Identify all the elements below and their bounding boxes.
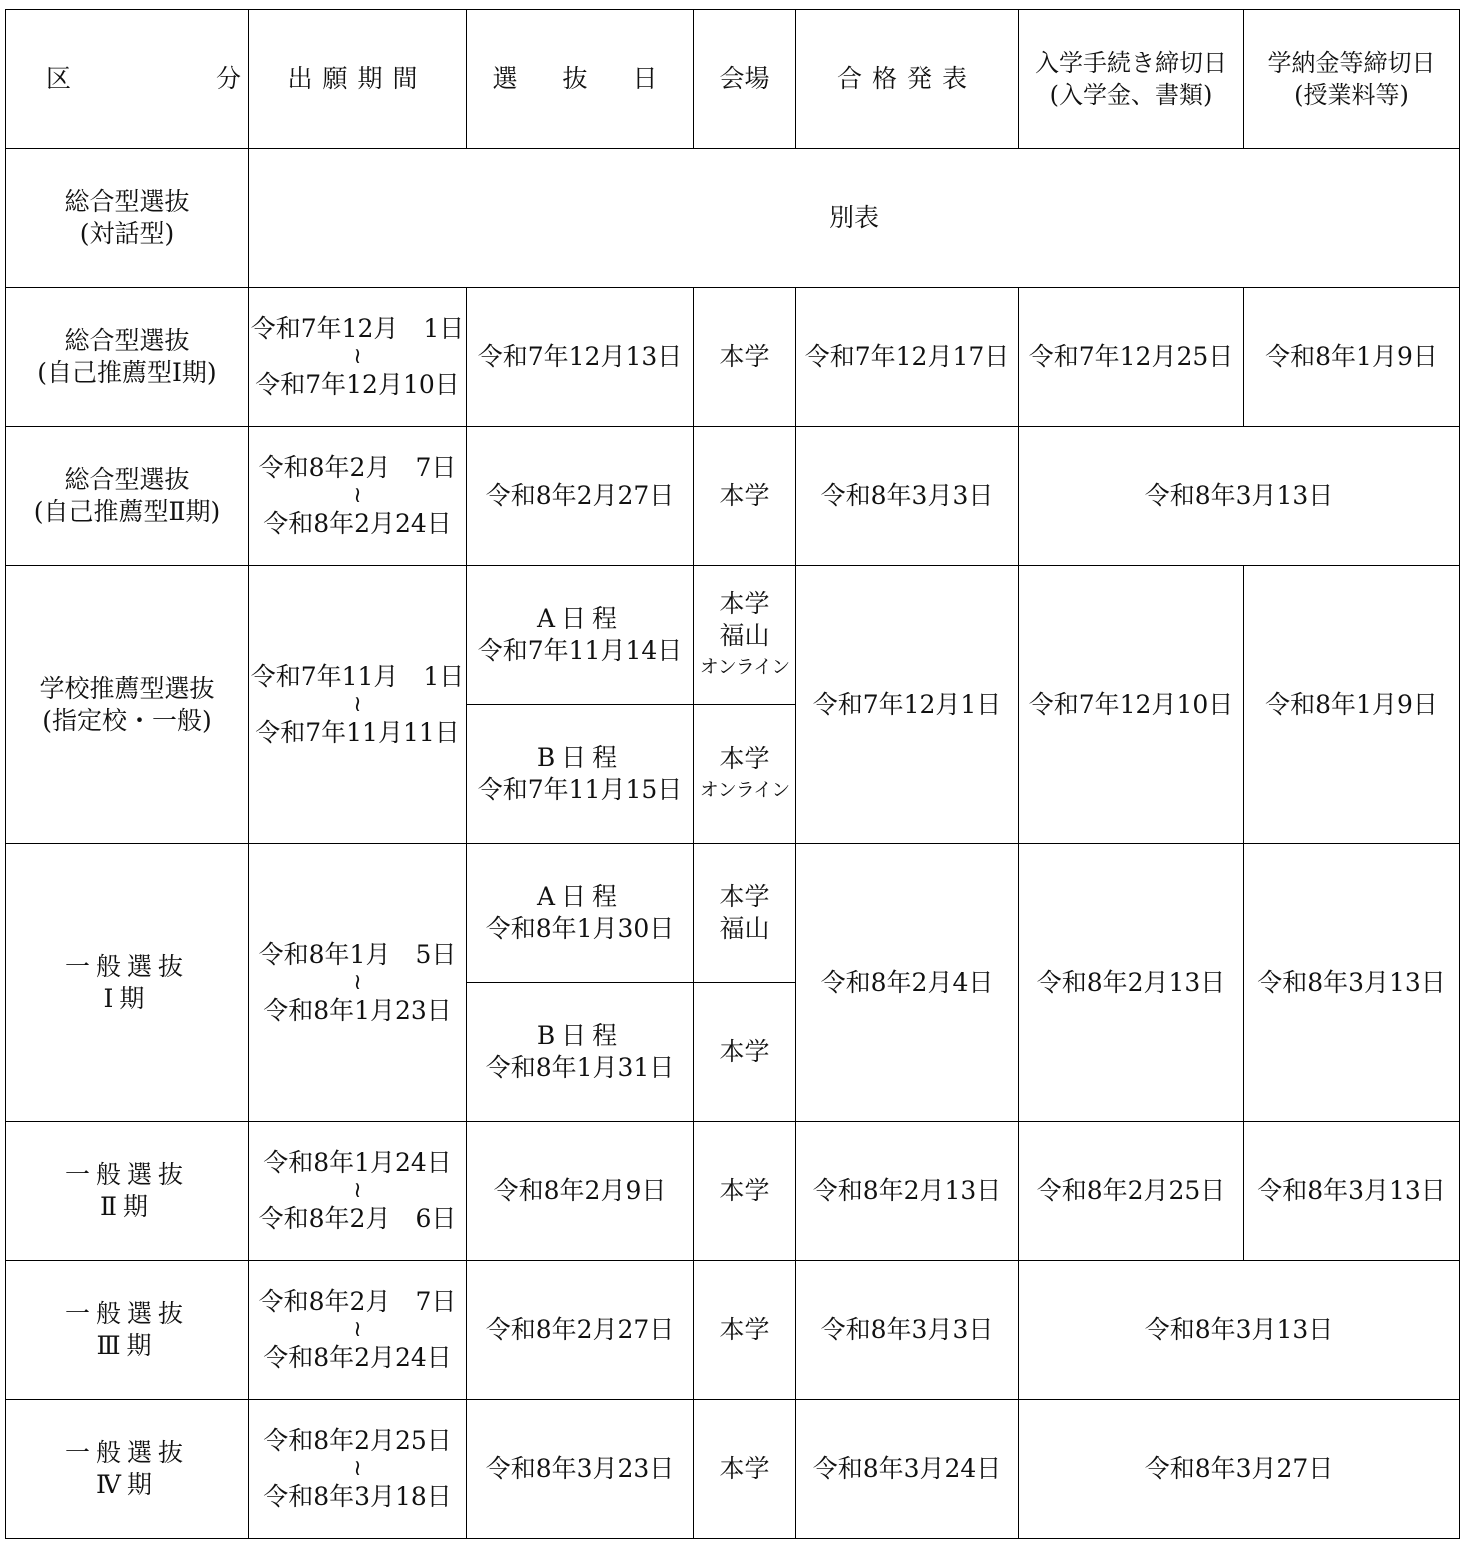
enroll-deadline: 令和8年2月25日 <box>1019 1122 1244 1261</box>
period-end: 令和8年3月18日 <box>263 1482 452 1511</box>
header-enroll-line2: (入学金、書類) <box>1049 81 1213 109</box>
category-line2: (自己推薦型Ⅱ期) <box>33 497 221 526</box>
period-tilde: ≀ <box>353 344 362 369</box>
exam-date-a <box>467 566 694 705</box>
enroll-deadline: 令和7年12月10日 <box>1019 566 1244 844</box>
category-line2: (対話型) <box>79 219 175 248</box>
category-line2: Ⅲ期 <box>96 1331 158 1360</box>
venue-a-line1: 本学 <box>719 589 770 618</box>
schedule-a-date: 令和8年1月30日 <box>485 914 675 943</box>
venue: 本学 <box>694 427 796 566</box>
result-date: 令和8年2月4日 <box>796 844 1019 1122</box>
header-period: 出願期間 <box>249 10 467 149</box>
row-category <box>6 1122 249 1261</box>
schedule-a-label: A日程 <box>536 604 624 633</box>
exam-date: 令和8年3月23日 <box>467 1400 694 1539</box>
category-line1: 一般選抜 <box>64 1299 189 1328</box>
separate-table-note: 別表 <box>249 149 1460 288</box>
table-row <box>6 427 1460 566</box>
enroll-deadline: 令和7年12月25日 <box>1019 288 1244 427</box>
category-line1: 一般選抜 <box>64 951 189 981</box>
table-row <box>6 1261 1460 1400</box>
category-line1: 総合型選抜 <box>64 326 190 355</box>
schedule-b-date: 令和8年1月31日 <box>485 1053 675 1082</box>
category-line1: 総合型選抜 <box>64 187 190 216</box>
application-period <box>249 1400 467 1539</box>
venue-b-line1: 本学 <box>719 1037 770 1066</box>
header-result: 合格発表 <box>796 10 1019 149</box>
venue: 本学 <box>694 1400 796 1539</box>
exam-date: 令和8年2月9日 <box>467 1122 694 1261</box>
table-row <box>6 149 1460 288</box>
category-line2: Ⅰ期 <box>103 983 151 1013</box>
combined-deadline: 令和8年3月27日 <box>1019 1400 1460 1539</box>
venue-b-line1: 本学 <box>719 744 770 773</box>
venue-a-line2: 福山 <box>719 621 770 650</box>
schedule-b-label: B日程 <box>536 743 624 772</box>
result-date: 令和7年12月1日 <box>796 566 1019 844</box>
period-tilde: ≀ <box>353 483 362 508</box>
enroll-deadline: 令和8年2月13日 <box>1019 844 1244 1122</box>
result-date: 令和8年2月13日 <box>796 1122 1019 1261</box>
period-tilde: ≀ <box>353 1178 362 1203</box>
table-row <box>6 288 1460 427</box>
venue-a <box>694 844 796 983</box>
period-start: 令和8年2月25日 <box>263 1426 452 1455</box>
period-start: 令和8年2月 7日 <box>258 1287 457 1316</box>
schedule-table-wrapper <box>5 9 1460 1539</box>
fee-deadline: 令和8年1月9日 <box>1244 288 1460 427</box>
row-category <box>6 149 249 288</box>
fee-deadline: 令和8年3月13日 <box>1244 1122 1460 1261</box>
row-category <box>6 427 249 566</box>
admission-schedule-table <box>5 9 1460 1539</box>
application-period <box>249 566 467 844</box>
application-period <box>249 288 467 427</box>
header-exam-date: 選 抜 日 <box>467 10 694 149</box>
result-date: 令和7年12月17日 <box>796 288 1019 427</box>
exam-date: 令和7年12月13日 <box>467 288 694 427</box>
row-category <box>6 1261 249 1400</box>
venue: 本学 <box>694 1122 796 1261</box>
exam-date: 令和8年2月27日 <box>467 427 694 566</box>
period-end: 令和8年2月24日 <box>263 509 452 538</box>
table-header-row <box>6 10 1460 149</box>
period-end: 令和7年12月10日 <box>255 370 460 399</box>
venue-b <box>694 983 796 1122</box>
venue-a-line2: 福山 <box>719 914 770 943</box>
venue-a <box>694 566 796 705</box>
period-start: 令和8年2月 7日 <box>258 453 457 482</box>
category-line1: 総合型選抜 <box>64 465 190 494</box>
combined-deadline: 令和8年3月13日 <box>1019 1261 1460 1400</box>
category-line1: 学校推薦型選抜 <box>39 673 215 703</box>
category-line2: Ⅱ期 <box>100 1192 154 1221</box>
combined-deadline: 令和8年3月13日 <box>1019 427 1460 566</box>
category-line2: (指定校・一般) <box>42 705 212 735</box>
period-end: 令和7年11月11日 <box>255 717 460 747</box>
exam-date-b <box>467 705 694 844</box>
header-enroll-line1: 入学手続き締切日 <box>1035 49 1227 77</box>
row-category <box>6 844 249 1122</box>
result-date: 令和8年3月3日 <box>796 1261 1019 1400</box>
schedule-b-date: 令和7年11月15日 <box>477 775 683 804</box>
period-end: 令和8年2月 6日 <box>258 1204 457 1233</box>
row-category <box>6 1400 249 1539</box>
table-row <box>6 844 1460 983</box>
period-tilde: ≀ <box>353 691 362 717</box>
period-start: 令和7年12月 1日 <box>250 314 465 343</box>
application-period <box>249 427 467 566</box>
exam-date-a <box>467 844 694 983</box>
header-fee-line1: 学納金等締切日 <box>1267 49 1436 77</box>
venue-a-line1: 本学 <box>719 882 770 911</box>
result-date: 令和8年3月3日 <box>796 427 1019 566</box>
period-end: 令和8年1月23日 <box>263 995 452 1025</box>
period-tilde: ≀ <box>353 969 362 995</box>
venue-b <box>694 705 796 844</box>
fee-deadline: 令和8年3月13日 <box>1244 844 1460 1122</box>
table-row <box>6 1122 1460 1261</box>
period-start: 令和8年1月 5日 <box>258 939 457 969</box>
period-start: 令和7年11月 1日 <box>250 661 465 691</box>
venue: 本学 <box>694 1261 796 1400</box>
schedule-b-label: B日程 <box>536 1021 624 1050</box>
exam-date-b <box>467 983 694 1122</box>
table-row <box>6 1400 1460 1539</box>
application-period <box>249 1122 467 1261</box>
category-line2: (自己推薦型Ⅰ期) <box>37 358 217 387</box>
header-venue: 会場 <box>694 10 796 149</box>
schedule-a-label: A日程 <box>536 882 624 911</box>
period-end: 令和8年2月24日 <box>263 1343 452 1372</box>
table-row <box>6 566 1460 705</box>
application-period <box>249 844 467 1122</box>
result-date: 令和8年3月24日 <box>796 1400 1019 1539</box>
category-line1: 一般選抜 <box>64 1160 189 1189</box>
period-start: 令和8年1月24日 <box>263 1148 452 1177</box>
header-fee-line2: (授業料等) <box>1294 81 1409 109</box>
application-period <box>249 1261 467 1400</box>
row-category <box>6 288 249 427</box>
period-tilde: ≀ <box>353 1456 362 1481</box>
schedule-a-date: 令和7年11月14日 <box>477 636 683 665</box>
header-enroll-deadline <box>1019 10 1244 149</box>
category-line1: 一般選抜 <box>64 1438 189 1467</box>
fee-deadline: 令和8年1月9日 <box>1244 566 1460 844</box>
header-kubun: 区 分 <box>6 10 249 149</box>
venue-a-line3: オンライン <box>699 656 790 678</box>
row-category <box>6 566 249 844</box>
header-fee-deadline <box>1244 10 1460 149</box>
venue: 本学 <box>694 288 796 427</box>
venue-b-line2: オンライン <box>699 779 790 801</box>
exam-date: 令和8年2月27日 <box>467 1261 694 1400</box>
category-line2: Ⅳ期 <box>96 1470 158 1499</box>
period-tilde: ≀ <box>353 1317 362 1342</box>
